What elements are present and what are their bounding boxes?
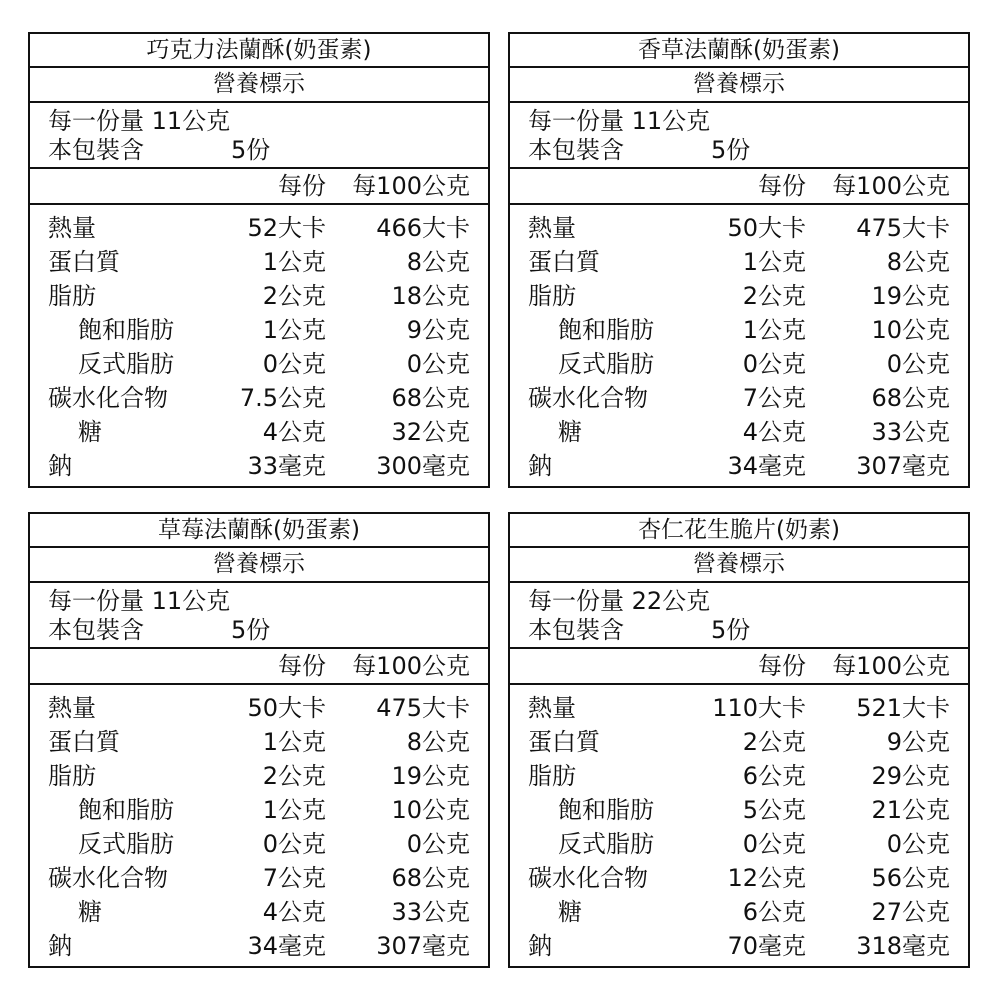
row-sugar xyxy=(30,895,488,929)
per-100g-value: 32公克 xyxy=(391,418,470,446)
per-100g-value: 466大卡 xyxy=(376,214,470,242)
per-100g-value: 21公克 xyxy=(871,796,950,824)
serving-size: 每一份量 11公克 xyxy=(48,587,231,615)
row-sugar xyxy=(510,415,968,449)
serving-info xyxy=(510,583,968,649)
per-100g-value: 68公克 xyxy=(871,384,950,412)
row-trans-fat xyxy=(30,347,488,381)
per-serving-value: 7公克 xyxy=(262,864,326,892)
column-header xyxy=(510,169,968,205)
row-protein xyxy=(30,245,488,279)
per-serving-value: 7.5公克 xyxy=(239,384,326,412)
serving-size: 每一份量 22公克 xyxy=(528,587,711,615)
per-100g-value: 475大卡 xyxy=(856,214,950,242)
nutrient-table xyxy=(510,685,968,963)
package-count: 5份 xyxy=(711,136,751,164)
package-label: 本包裝含 xyxy=(48,136,144,164)
per-serving-value: 0公克 xyxy=(742,830,806,858)
nutrient-name: 鈉 xyxy=(528,452,552,480)
row-carbohydrate xyxy=(510,381,968,415)
row-sugar xyxy=(510,895,968,929)
per-100g-header: 每100公克 xyxy=(352,172,470,200)
per-100g-value: 27公克 xyxy=(871,898,950,926)
per-serving-header: 每份 xyxy=(278,172,326,200)
row-saturated-fat xyxy=(30,313,488,347)
nutrient-name: 脂肪 xyxy=(48,282,96,310)
per-100g-value: 475大卡 xyxy=(376,694,470,722)
per-100g-value: 19公克 xyxy=(871,282,950,310)
per-100g-value: 68公克 xyxy=(391,384,470,412)
serving-info xyxy=(30,103,488,169)
nutrition-label-panel xyxy=(508,512,970,968)
per-serving-header: 每份 xyxy=(758,652,806,680)
row-carbohydrate xyxy=(30,381,488,415)
per-100g-value: 18公克 xyxy=(391,282,470,310)
per-serving-value: 4公克 xyxy=(262,898,326,926)
nutrient-table xyxy=(510,205,968,483)
nutrient-name: 反式脂肪 xyxy=(78,350,174,378)
per-100g-value: 9公克 xyxy=(886,728,950,756)
per-serving-value: 33毫克 xyxy=(247,452,326,480)
per-serving-value: 2公克 xyxy=(742,282,806,310)
package-count: 5份 xyxy=(231,136,271,164)
row-calories xyxy=(30,691,488,725)
row-saturated-fat xyxy=(30,793,488,827)
per-serving-value: 4公克 xyxy=(742,418,806,446)
per-serving-value: 1公克 xyxy=(262,728,326,756)
row-trans-fat xyxy=(30,827,488,861)
per-serving-value: 0公克 xyxy=(262,350,326,378)
package-label: 本包裝含 xyxy=(528,616,624,644)
per-serving-value: 4公克 xyxy=(262,418,326,446)
nutrient-name: 鈉 xyxy=(48,932,72,960)
per-100g-header: 每100公克 xyxy=(352,652,470,680)
per-100g-header: 每100公克 xyxy=(832,172,950,200)
nutrient-name: 熱量 xyxy=(528,694,576,722)
nutrient-name: 反式脂肪 xyxy=(558,350,654,378)
column-header xyxy=(510,649,968,685)
nutrient-name: 鈉 xyxy=(48,452,72,480)
per-serving-value: 50大卡 xyxy=(247,694,326,722)
row-protein xyxy=(30,725,488,759)
nutrient-name: 碳水化合物 xyxy=(528,864,648,892)
nutrient-name: 飽和脂肪 xyxy=(78,796,174,824)
per-serving-value: 50大卡 xyxy=(727,214,806,242)
row-trans-fat xyxy=(510,827,968,861)
nutrient-name: 糖 xyxy=(558,898,582,926)
per-100g-value: 10公克 xyxy=(391,796,470,824)
per-serving-value: 0公克 xyxy=(742,350,806,378)
per-serving-value: 110大卡 xyxy=(712,694,806,722)
per-100g-value: 9公克 xyxy=(406,316,470,344)
row-carbohydrate xyxy=(510,861,968,895)
nutrient-name: 蛋白質 xyxy=(528,248,600,276)
nutrition-label-heading: 營養標示 xyxy=(30,548,488,583)
nutrient-name: 飽和脂肪 xyxy=(78,316,174,344)
per-serving-value: 1公克 xyxy=(262,248,326,276)
nutrient-name: 反式脂肪 xyxy=(78,830,174,858)
product-title: 草莓法蘭酥(奶蛋素) xyxy=(30,514,488,548)
nutrient-name: 蛋白質 xyxy=(48,728,120,756)
package-count: 5份 xyxy=(711,616,751,644)
package-count: 5份 xyxy=(231,616,271,644)
per-100g-value: 33公克 xyxy=(871,418,950,446)
per-serving-value: 5公克 xyxy=(742,796,806,824)
nutrient-name: 脂肪 xyxy=(528,282,576,310)
serving-info xyxy=(30,583,488,649)
row-sodium xyxy=(30,929,488,963)
per-100g-value: 33公克 xyxy=(391,898,470,926)
per-100g-value: 307毫克 xyxy=(856,452,950,480)
per-serving-value: 6公克 xyxy=(742,762,806,790)
nutrient-name: 熱量 xyxy=(48,694,96,722)
serving-size: 每一份量 11公克 xyxy=(528,107,711,135)
row-fat xyxy=(30,759,488,793)
nutrition-label-heading: 營養標示 xyxy=(30,68,488,103)
row-fat xyxy=(510,279,968,313)
nutrient-name: 蛋白質 xyxy=(528,728,600,756)
per-100g-value: 0公克 xyxy=(406,350,470,378)
row-fat xyxy=(30,279,488,313)
row-calories xyxy=(510,691,968,725)
nutrient-name: 蛋白質 xyxy=(48,248,120,276)
nutrition-label-heading: 營養標示 xyxy=(510,68,968,103)
per-100g-value: 318毫克 xyxy=(856,932,950,960)
per-100g-value: 68公克 xyxy=(391,864,470,892)
nutrient-name: 碳水化合物 xyxy=(48,384,168,412)
nutrient-name: 熱量 xyxy=(528,214,576,242)
per-100g-value: 521大卡 xyxy=(856,694,950,722)
per-serving-value: 1公克 xyxy=(262,316,326,344)
servings-per-package xyxy=(528,136,968,165)
row-saturated-fat xyxy=(510,793,968,827)
per-100g-value: 0公克 xyxy=(886,350,950,378)
per-serving-value: 52大卡 xyxy=(247,214,326,242)
column-header xyxy=(30,169,488,205)
per-100g-value: 0公克 xyxy=(886,830,950,858)
per-serving-value: 6公克 xyxy=(742,898,806,926)
nutrition-label-panel xyxy=(28,32,490,488)
package-label: 本包裝含 xyxy=(48,616,144,644)
row-sugar xyxy=(30,415,488,449)
nutrient-name: 糖 xyxy=(558,418,582,446)
per-100g-value: 8公克 xyxy=(406,728,470,756)
per-100g-value: 8公克 xyxy=(406,248,470,276)
per-serving-value: 7公克 xyxy=(742,384,806,412)
per-100g-value: 56公克 xyxy=(871,864,950,892)
nutrient-name: 脂肪 xyxy=(48,762,96,790)
servings-per-package xyxy=(48,136,488,165)
per-100g-header: 每100公克 xyxy=(832,652,950,680)
nutrient-name: 碳水化合物 xyxy=(48,864,168,892)
per-serving-value: 2公克 xyxy=(262,282,326,310)
per-100g-value: 307毫克 xyxy=(376,932,470,960)
column-header xyxy=(30,649,488,685)
row-sodium xyxy=(510,929,968,963)
nutrient-table xyxy=(30,685,488,963)
row-protein xyxy=(510,245,968,279)
per-serving-value: 0公克 xyxy=(262,830,326,858)
per-100g-value: 300毫克 xyxy=(376,452,470,480)
nutrition-label-heading: 營養標示 xyxy=(510,548,968,583)
per-serving-value: 1公克 xyxy=(742,316,806,344)
per-serving-value: 1公克 xyxy=(262,796,326,824)
product-title: 杏仁花生脆片(奶素) xyxy=(510,514,968,548)
servings-per-package xyxy=(48,616,488,645)
product-title: 香草法蘭酥(奶蛋素) xyxy=(510,34,968,68)
per-serving-value: 34毫克 xyxy=(727,452,806,480)
per-serving-value: 70毫克 xyxy=(727,932,806,960)
per-serving-value: 2公克 xyxy=(262,762,326,790)
row-saturated-fat xyxy=(510,313,968,347)
serving-size: 每一份量 11公克 xyxy=(48,107,231,135)
per-100g-value: 0公克 xyxy=(406,830,470,858)
per-serving-header: 每份 xyxy=(278,652,326,680)
per-serving-value: 2公克 xyxy=(742,728,806,756)
row-trans-fat xyxy=(510,347,968,381)
nutrient-name: 飽和脂肪 xyxy=(558,796,654,824)
serving-info xyxy=(510,103,968,169)
nutrient-table xyxy=(30,205,488,483)
row-calories xyxy=(30,211,488,245)
row-carbohydrate xyxy=(30,861,488,895)
nutrient-name: 熱量 xyxy=(48,214,96,242)
nutrient-name: 飽和脂肪 xyxy=(558,316,654,344)
nutrient-name: 反式脂肪 xyxy=(558,830,654,858)
row-calories xyxy=(510,211,968,245)
nutrient-name: 糖 xyxy=(78,418,102,446)
nutrient-name: 鈉 xyxy=(528,932,552,960)
servings-per-package xyxy=(528,616,968,645)
row-sodium xyxy=(30,449,488,483)
per-100g-value: 10公克 xyxy=(871,316,950,344)
per-100g-value: 29公克 xyxy=(871,762,950,790)
nutrition-label-panel xyxy=(508,32,970,488)
package-label: 本包裝含 xyxy=(528,136,624,164)
product-title: 巧克力法蘭酥(奶蛋素) xyxy=(30,34,488,68)
nutrient-name: 碳水化合物 xyxy=(528,384,648,412)
per-serving-header: 每份 xyxy=(758,172,806,200)
row-sodium xyxy=(510,449,968,483)
per-100g-value: 8公克 xyxy=(886,248,950,276)
nutrient-name: 糖 xyxy=(78,898,102,926)
per-serving-value: 34毫克 xyxy=(247,932,326,960)
row-protein xyxy=(510,725,968,759)
per-100g-value: 19公克 xyxy=(391,762,470,790)
per-serving-value: 1公克 xyxy=(742,248,806,276)
nutrient-name: 脂肪 xyxy=(528,762,576,790)
row-fat xyxy=(510,759,968,793)
per-serving-value: 12公克 xyxy=(727,864,806,892)
nutrition-label-panel xyxy=(28,512,490,968)
